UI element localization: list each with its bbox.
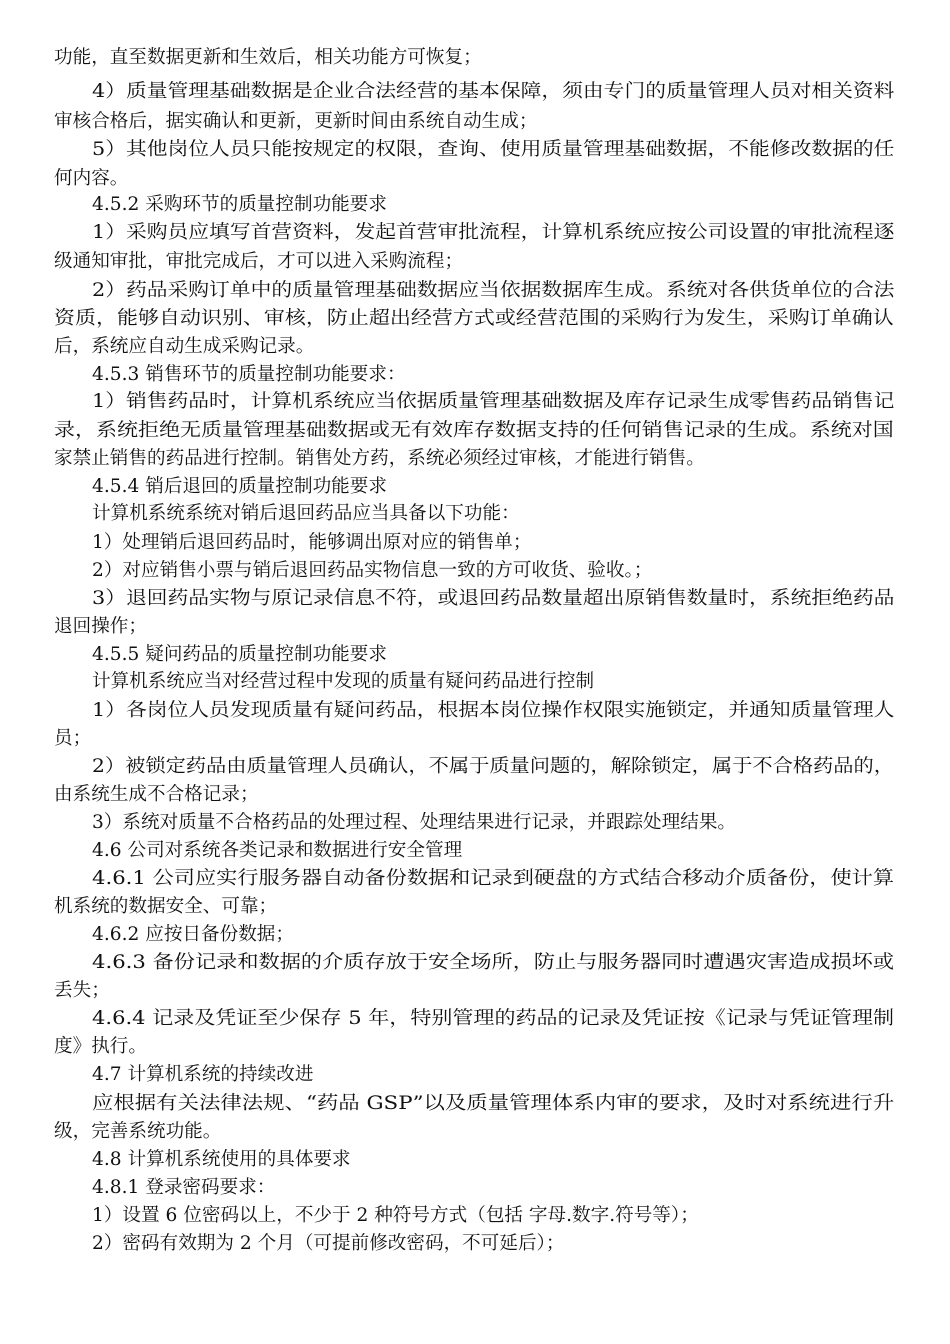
text-line: 4.6.4 记录及凭证至少保存 5 年，特别管理的药品的记录及凭证按《记录与凭证管理制	[92, 1008, 895, 1029]
text-line: 4）质量管理基础数据是企业合法经营的基本保障，须由专门的质量管理人员对相关资料	[92, 81, 895, 102]
text-line: 功能，直至数据更新和生效后，相关功能方可恢复；	[54, 47, 482, 68]
text-line: 1）设置 6 位密码以上，不少于 2 种符号方式（包括 字母.数字.符号等）；	[92, 1205, 699, 1226]
text-line: 家禁止销售的药品进行控制。销售处方药，系统必须经过审核，才能进行销售。	[54, 448, 705, 469]
text-line: 2）对应销售小票与销后退回药品实物信息一致的方可收货、验收。；	[92, 560, 653, 581]
text-line: 资质，能够自动识别、审核，防止超出经营方式或经营范围的采购行为发生，采购订单确认	[54, 308, 894, 329]
text-line: 后，系统应自动生成采购记录。	[54, 336, 315, 357]
text-line: 何内容。	[54, 168, 129, 189]
text-line: 2）被锁定药品由质量管理人员确认，不属于质量问题的，解除锁定，属于不合格药品的，	[92, 756, 895, 777]
text-line: 4.8.1 登录密码要求：	[92, 1177, 276, 1198]
text-line: 2）密码有效期为 2 个月（可提前修改密码，不可延后）；	[92, 1233, 565, 1254]
text-line: 1）采购员应填写首营资料，发起首营审批流程，计算机系统应按公司设置的审批流程逐	[92, 222, 895, 243]
text-line: 3）系统对质量不合格药品的处理过程、处理结果进行记录，并跟踪处理结果。	[92, 812, 737, 833]
text-line: 应根据有关法律法规、“药品 GSP”以及质量管理体系内审的要求，及时对系统进行升	[92, 1093, 895, 1114]
text-line: 丢失；	[54, 980, 110, 1001]
text-line: 1）各岗位人员发现质量有疑问药品，根据本岗位操作权限实施锁定，并通知质量管理人	[92, 700, 895, 721]
text-line: 3）退回药品实物与原记录信息不符，或退回药品数量超出原销售数量时，系统拒绝药品	[92, 588, 895, 609]
text-line: 4.6.2 应按日备份数据；	[92, 924, 294, 945]
text-line: 4.6.1 公司应实行服务器自动备份数据和记录到硬盘的方式结合移动介质备份，使计算	[92, 868, 895, 889]
text-line: 5）其他岗位人员只能按规定的权限，查询、使用质量管理基础数据，不能修改数据的任	[92, 139, 895, 160]
text-line: 4.5.4 销后退回的质量控制功能要求	[92, 476, 387, 497]
text-line: 1）销售药品时，计算机系统应当依据质量管理基础数据及库存记录生成零售药品销售记	[92, 391, 895, 412]
text-line: 2）药品采购订单中的质量管理基础数据应当依据数据库生成。系统对各供货单位的合法	[92, 280, 895, 301]
text-line: 度》执行。	[54, 1036, 147, 1057]
text-line: 审核合格后，据实确认和更新，更新时间由系统自动生成；	[54, 111, 538, 132]
text-line: 4.5.2 采购环节的质量控制功能要求	[92, 194, 387, 215]
text-line: 4.5.3 销售环节的质量控制功能要求：	[92, 364, 406, 385]
text-line: 退回操作；	[54, 616, 147, 637]
text-line: 1）处理销后退回药品时，能够调出原对应的销售单；	[92, 532, 532, 553]
text-line: 4.5.5 疑问药品的质量控制功能要求	[92, 644, 387, 665]
text-line: 级，完善系统功能。	[54, 1121, 222, 1142]
text-line: 录，系统拒绝无质量管理基础数据或无有效库存数据支持的任何销售记录的生成。系统对国	[54, 420, 894, 441]
text-line: 员；	[54, 728, 92, 749]
text-line: 计算机系统应当对经营过程中发现的质量有疑问药品进行控制	[92, 671, 595, 692]
text-line: 由系统生成不合格记录；	[54, 784, 259, 805]
text-line: 机系统的数据安全、可靠；	[54, 896, 278, 917]
text-line: 级通知审批，审批完成后，才可以进入采购流程；	[54, 251, 464, 272]
text-line: 4.8 计算机系统使用的具体要求	[92, 1149, 351, 1170]
text-line: 4.7 计算机系统的持续改进	[92, 1064, 314, 1085]
text-line: 4.6 公司对系统各类记录和数据进行安全管理	[92, 840, 463, 861]
text-line: 计算机系统系统对销后退回药品应当具备以下功能：	[92, 503, 520, 524]
text-line: 4.6.3 备份记录和数据的介质存放于安全场所，防止与服务器同时遭遇灾害造成损坏或	[92, 952, 895, 973]
